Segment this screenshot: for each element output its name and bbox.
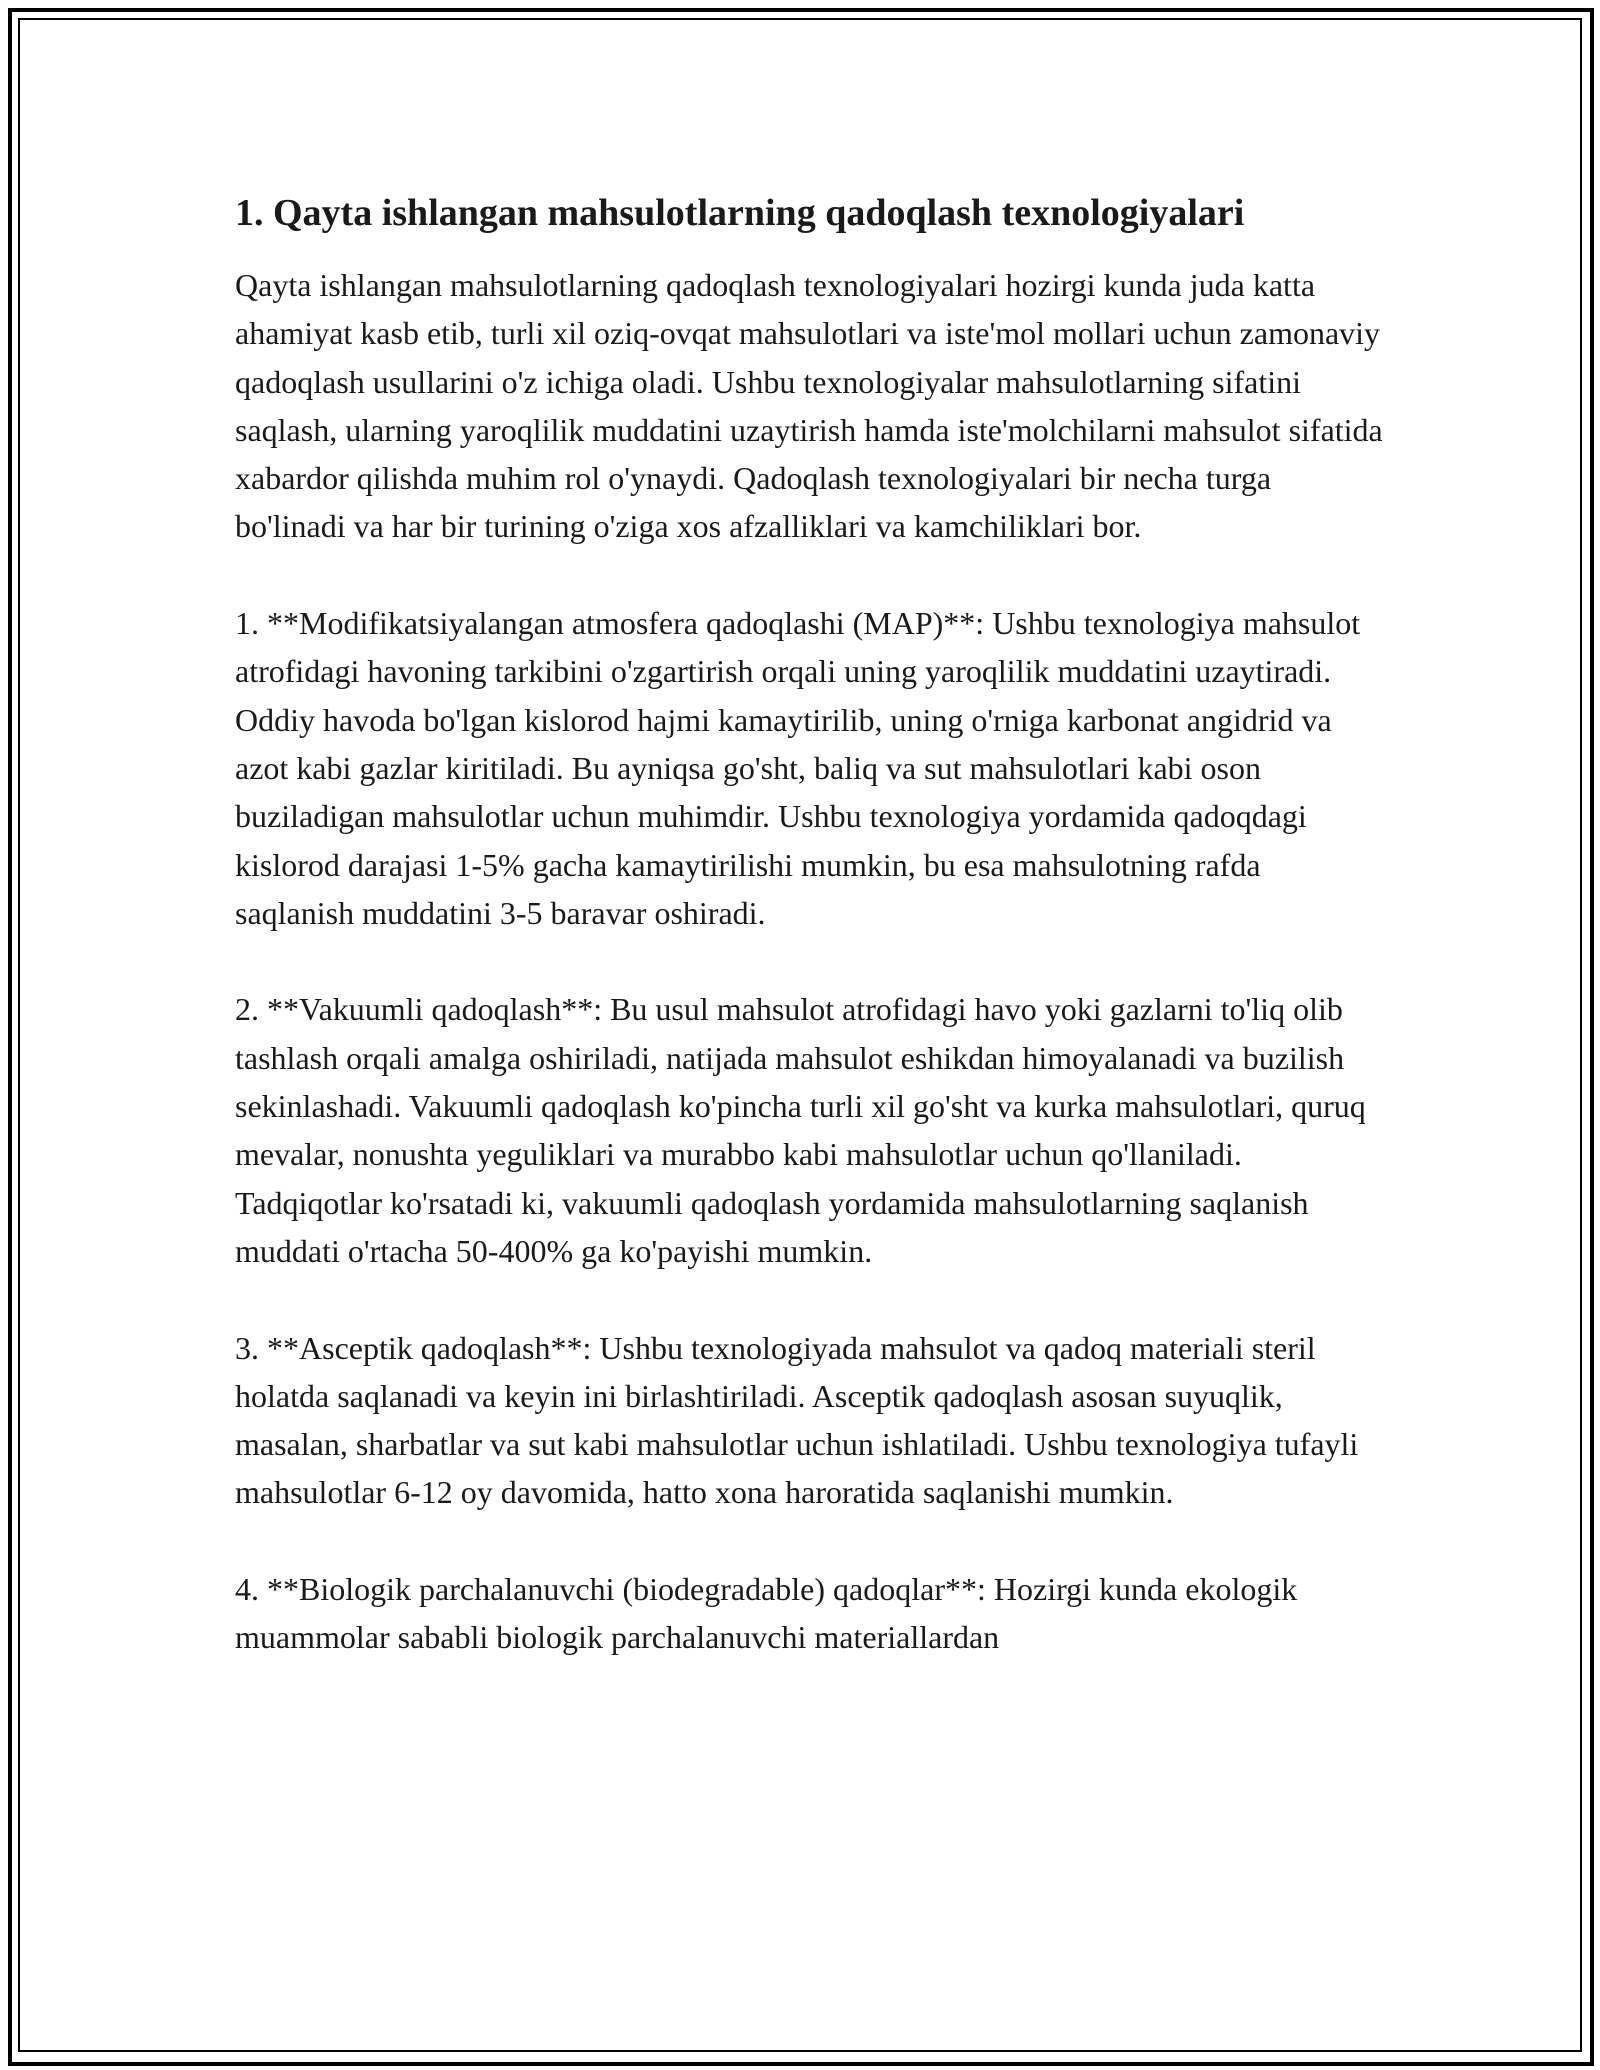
biodegradable-paragraph: 4. **Biologik parchalanuvchi (biodegradable) qadoqlar**: Hozirgi kunda ekologik muammolar sababli biologik parchalanuvchi materiallardan [235,1571,1298,1656]
aseptic-paragraph: 3. **Asceptik qadoqlash**: Ushbu texnologiyada mahsulot va qadoq materiali steril holatda saqlanadi va keyin ini birlashtiriladi. Asceptik qadoqlash asosan suyuqlik, masalan, sharbatlar va sut kabi mahsulotlar uchun ishlatiladi. Ushbu texnologiya tufayli mahsulotlar 6-12 oy davomida, hatto xona haroratida saqlanishi mumkin. [235,1329,1359,1511]
document-body [235,185,1385,1710]
vacuum-paragraph: 2. **Vakuumli qadoqlash**: Bu usul mahsulot atrofidagi havo yoki gazlarni to'liq olib tashlash orqali amalga oshiriladi, natijada mahsulot eshikdan himoyalanadi va buzilish sekinlashadi. Vakuumli qadoqlash ko'pincha turli xil go'sht va kurka mahsulotlari, quruq mevalar, nonushta yeguliklari va murabbo kabi mahsulotlar uchun qo'llaniladi. Tadqiqotlar ko'rsatadi ki, vakuumli qadoqlash yordamida mahsulotlarning saqlanish muddati o'rtacha 50-400% ga ko'payishi mumkin. [235,991,1366,1269]
section-heading: 1. Qayta ishlangan mahsulotlarning qadoqlash texnologiyalari [235,192,1245,234]
map-paragraph: 1. **Modifikatsiyalangan atmosfera qadoqlashi (MAP)**: Ushbu texnologiya mahsulot atrofidagi havoning tarkibini o'zgartirish orqali uning yaroqlilik muddatini uzaytiradi. Oddiy havoda bo'lgan kislorod hajmi kamaytirilib, uning o'rniga karbonat angidrid va azot kabi gazlar kiritiladi. Bu ayniqsa go'sht, baliq va sut mahsulotlari kabi oson buziladigan mahsulotlar uchun muhimdir. Ushbu texnologiya yordamida qadoqdagi kislorod darajasi 1-5% gacha kamaytirilishi mumkin, bu esa mahsulotning rafda saqlanish muddatini 3-5 baravar oshiradi. [235,605,1361,931]
intro-paragraph: Qayta ishlangan mahsulotlarning qadoqlash texnologiyalari hozirgi kunda juda katta ahamiyat kasb etib, turli xil oziq-ovqat mahsulotlari va iste'mol mollari uchun zamonaviy qadoqlash usullarini o'z ichiga oladi. Ushbu texnologiyalar mahsulotlarning sifatini saqlash, ularning yaroqlilik muddatini uzaytirish hamda iste'molchilarni mahsulot sifatida xabardor qilishda muhim rol o'ynaydi. Qadoqlash texnologiyalari bir necha turga bo'linadi va har bir turining o'ziga xos afzalliklari va kamchiliklari bor. [235,267,1383,545]
